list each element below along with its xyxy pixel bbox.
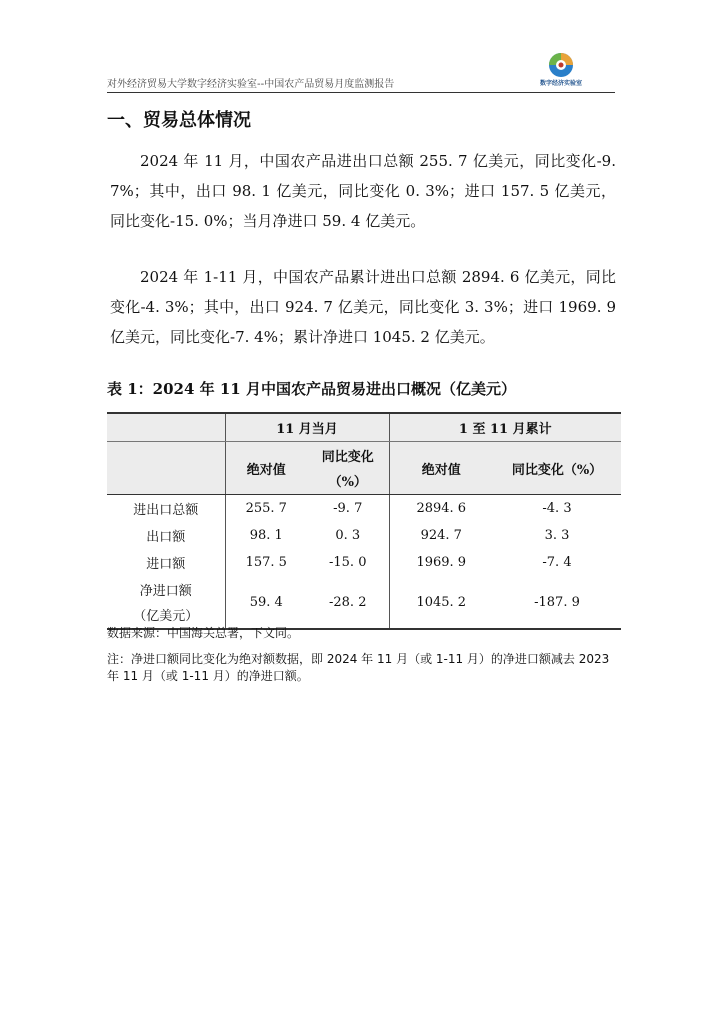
col-header-chg-month-line2: （%） [328,475,367,490]
cell-month-abs: 255. 7 [245,501,287,516]
table-row [107,522,621,549]
cell-cum-chg: -4. 3 [542,501,572,516]
cell-cum-abs: 2894. 6 [416,501,467,516]
header-title: 对外经济贸易大学数字经济实验室--中国农产品贸易月度监测报告 [107,79,395,90]
cell-month-chg: -28. 2 [307,576,389,629]
col-header-abs-month: 绝对值 [225,442,307,495]
footnote: 注：净进口额同比变化为绝对额数据，即 2024 年 11 月（或 1-11 月）的净进口额减去 2023 年 11 月（或 1-11 月）的净进口额。 [107,652,610,683]
row-label [107,576,225,629]
paragraph-monthly: 2024 年 11 月，中国农产品进出口总额 255. 7 亿美元，同比变化-9. 7%；其中，出口 98. 1 亿美元，同比变化 0. 3%；进口 157. 5 亿美元，同比变化-15. 0%；当月净进口 59. 4 亿美元。 [110,152,616,230]
section-title: 一、贸易总体情况 [107,110,251,131]
row-label-line1: 净进口额 [139,584,192,599]
cell-cum-chg: 3. 3 [544,528,570,543]
cell-month-abs: 59. 4 [225,576,307,629]
cell-month-chg: -9. 7 [307,495,389,523]
cell-month-chg: 0. 3 [307,522,389,549]
cell-cum-chg: -7. 4 [542,555,572,570]
cell-month-chg: -15. 0 [307,549,389,576]
data-source-note: 数据来源：中国海关总署，下文同。 [107,626,300,640]
page-header [107,52,615,93]
group-header-cumulative: 1 至 11 月累计 [389,413,621,442]
row-label-line2: （亿美元） [133,609,199,624]
table-caption: 表 1：2024 年 11 月中国农产品贸易进出口概况（亿美元） [107,380,516,398]
paragraph-cumulative: 2024 年 1-11 月，中国农产品累计进出口总额 2894. 6 亿美元，同比变化-4. 3%；其中，出口 924. 7 亿美元，同比变化 3. 3%；进口 1969. 9 亿美元，同比变化-7. 4%；累计净进口 1045. 2 亿美元。 [110,268,616,346]
row-label: 出口额 [107,522,225,549]
table-row [107,495,621,523]
lab-logo [531,52,591,92]
empty-corner [107,413,225,442]
table-column-header-row [107,442,621,495]
cell-cum-abs: 924. 7 [420,528,462,543]
col-header-chg-month [307,442,389,495]
table-group-header-row [107,413,621,442]
table-row [107,576,621,629]
cell-cum-chg: -187. 9 [493,576,621,629]
col-header-chg-cumulative: 同比变化（%） [493,442,621,495]
lab-logo-icon [548,52,574,78]
row-label: 进口额 [107,549,225,576]
table-row [107,549,621,576]
col-header-abs-cumulative: 绝对值 [389,442,493,495]
col-header-chg-month-line1: 同比变化 [321,450,374,465]
row-label: 进出口总额 [107,495,225,523]
cell-cum-abs: 1045. 2 [389,576,493,629]
trade-summary-table [107,412,621,630]
empty-corner-2 [107,442,225,495]
group-header-month: 11 月当月 [225,413,389,442]
logo-text: 数字经济实验室 [539,80,582,87]
cell-month-abs: 98. 1 [249,528,283,543]
cell-month-abs: 157. 5 [245,555,287,570]
cell-cum-abs: 1969. 9 [416,555,467,570]
